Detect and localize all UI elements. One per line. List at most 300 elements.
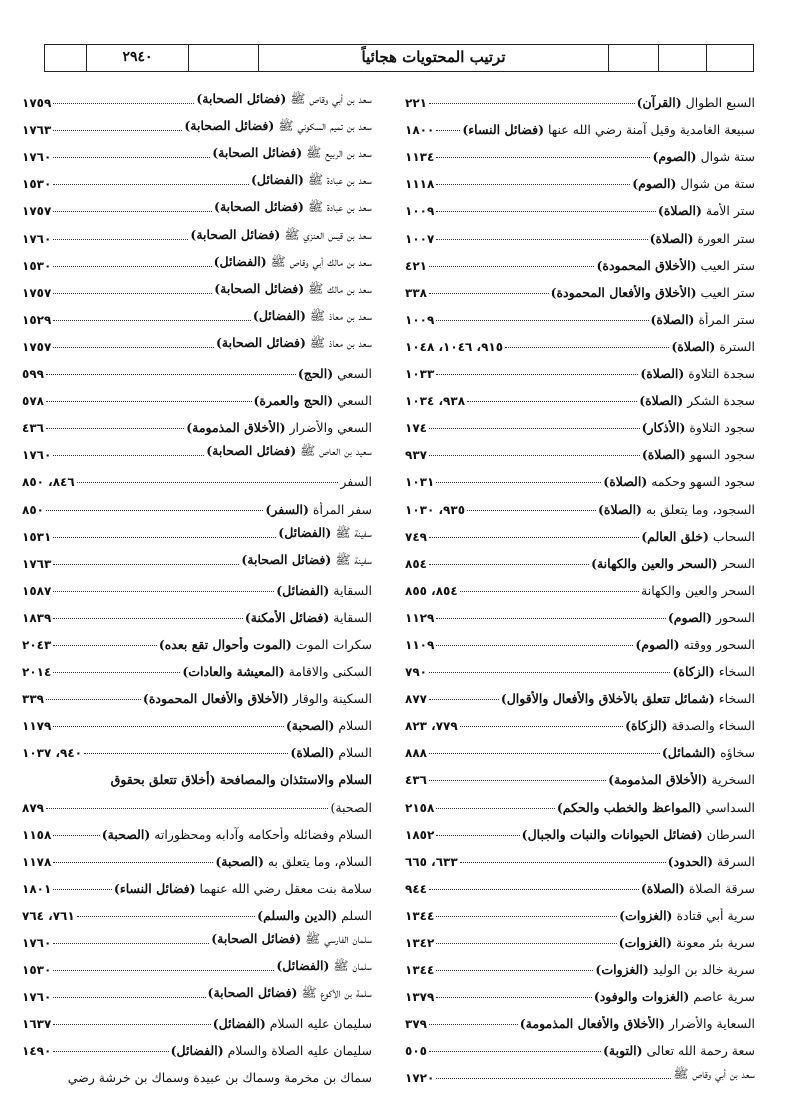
entry-category: (الغزوات) [619,907,673,923]
index-entry [22,706,372,733]
index-entry [405,246,755,273]
index-entry [22,462,372,489]
leader-dots [53,564,239,565]
entry-page-numbers: ١٧٤ [405,421,427,436]
entry-term: سعد بن عبادة ﷺ [307,199,372,215]
entry-page-numbers: ٨٧٩ [22,800,44,815]
entry-topic [171,1043,372,1058]
index-entry [405,598,755,625]
entry-page-numbers: ١٥٢٩ [22,312,52,327]
entry-category: (فضائل الصحابة) [241,551,332,567]
entry-page-numbers: ٢١٥٨ [405,800,435,815]
entry-term: ستر العورة [697,230,755,246]
entry-topic [186,420,372,435]
entry-category: (الفضائل) [212,1016,266,1032]
entry-page-numbers: ٧٧٩، ٨٢٣ [405,719,458,734]
index-entry-continued: سماك بن مخرمة وسماك بن عبيدة وسماك بن خرشة رضي [67,1070,372,1086]
index-entry [405,489,755,516]
header-cell-blank [707,45,752,71]
leader-dots [53,320,251,321]
entry-page-numbers: ١٧٦٠ [22,990,52,1005]
entry-term: ستر المرأة [698,311,755,327]
entry-topic [603,1043,755,1058]
entry-term: سرية عاصم [693,989,755,1005]
entry-page-numbers: ٥٧٨ [22,394,44,409]
entry-topic [212,145,372,164]
entry-page-numbers: ٢٠٤٣ [22,637,52,652]
index-entry [22,977,372,1004]
leader-dots [53,266,211,267]
entry-term: الصحبة) [330,799,372,815]
entry-term: السخاء والصدقة [671,718,755,734]
entry-category: (الحج والعمرة) [253,393,334,409]
entry-category: (الفضائل) [276,958,330,974]
entry-category: (فضائل الصحابة) [196,91,287,107]
entry-term: السعي [337,366,372,382]
entry-category: (الفضائل) [213,253,267,269]
entry-term: السخاء [718,664,755,680]
entry-page-numbers: ٣٣٨ [405,285,427,300]
index-entry [405,300,755,327]
entry-page-numbers: ١٧٦٣ [22,123,52,138]
index-entry [22,164,372,191]
entry-category: (فضائل الصحابة) [212,145,303,161]
entry-page-numbers: ١٨٥٢ [405,827,435,842]
entry-term: سجود السهو [689,447,755,463]
index-entry [405,191,755,218]
entry-term: سعد بن أبي وقاص ﷺ [290,91,372,107]
entry-category: (فضائل الصحابة) [207,985,298,1001]
entry-term: ستة من شوال [680,176,755,192]
entry-page-numbers: ١٥٣١ [22,529,52,544]
entry-page-numbers: ٨٥٠ [22,502,44,517]
entry-page-numbers: ١٣٤٤ [405,963,435,978]
entry-category: (الأخلاق المحمودة) [596,257,697,273]
entry-page-numbers: ٨٥٤ [405,556,427,571]
entry-topic [595,962,755,977]
entry-term: سعد بن أبي وقاص ﷺ [673,1066,755,1082]
index-entry [22,137,372,164]
entry-term: السرطان [706,826,755,842]
leader-dots [429,780,606,781]
entry-page-numbers: ٩٤٠، ١٠٣٧ [22,746,83,761]
entry-term: سلمان ﷺ [333,958,372,974]
entry-term: السحور [716,609,755,625]
entry-term: السخاء [718,691,755,707]
entry-page-numbers: ١٣٤٤ [405,908,435,923]
entry-category: (الحدود) [667,853,713,869]
entry-category: (الغزوات) [595,962,649,978]
entry-term: سليمان عليه الصلاة والسلام [227,1043,372,1059]
entry-page-numbers: ١٨٣٩ [22,610,52,625]
entry-category: (فضائل الصحابة) [184,118,275,134]
entry-topic [637,95,755,110]
entry-term: السلام [338,718,372,734]
entry-term: ستة شوال [700,149,755,165]
entry-topic [619,935,755,950]
leader-dots [429,564,589,565]
entry-page-numbers: ١٠٠٩ [405,312,435,327]
entry-category: (الصلاة) [640,366,685,382]
entry-category: (الصحبة) [285,718,335,734]
entry-page-numbers: ١٠٠٩ [405,204,435,219]
entry-term: سعد بن تميم السكوني ﷺ [278,118,372,134]
entry-term: سخاؤه [720,745,755,761]
entry-page-numbers: ١٧٦٠ [22,231,52,246]
entry-category: (الفضائل) [170,1043,224,1059]
header-cell-blank [659,45,707,71]
entry-topic [557,800,755,815]
index-entry [405,896,755,923]
entry-topic [257,908,372,923]
entry-topic [265,502,372,517]
entry-page-numbers: ١١١٨ [405,177,435,192]
entry-category: (الموت وأحوال تقع بعده) [158,636,292,652]
entry-term: السلام [338,745,372,761]
entry-term: سعد بن معاذ ﷺ [309,334,372,350]
leader-dots [436,130,460,131]
entry-category: (السفر) [265,501,309,517]
leader-dots [436,211,656,212]
entry-topic [598,502,755,517]
entry-page-numbers: ١٧٦٠ [22,936,52,950]
entry-topic [340,474,372,489]
leader-dots [429,1051,601,1052]
entry-category: (الصوم) [635,636,680,652]
entry-page-numbers: ١٥٣٠ [22,258,52,273]
entry-term: سجود السهو وحكمه [651,474,755,490]
entry-topic [253,308,372,327]
leader-dots [46,374,296,375]
entry-topic [662,745,755,760]
leader-dots [53,889,112,890]
index-entry [405,218,755,245]
entry-term: السحر والعين والكهانة [641,582,755,598]
index-entry [405,842,755,869]
entry-topic [278,525,372,544]
entry-category: (الشمائل) [661,745,717,761]
index-entry [22,191,372,218]
index-entry [22,896,372,923]
index-entry [405,815,755,842]
index-entry [405,1031,755,1058]
index-entry [405,679,755,706]
entry-topic [652,149,755,164]
index-entry [22,408,372,435]
index-entry [22,598,372,625]
entry-category: (الصوم) [667,609,713,625]
entry-topic [462,122,755,137]
leader-dots [436,970,593,971]
index-entry [22,517,372,544]
leader-dots [46,428,184,429]
entry-category: (الصلاة) [639,393,684,409]
entry-page-numbers: ٧٩٠ [405,665,427,680]
entry-topic [641,881,755,896]
leader-dots [53,591,274,592]
index-entry [405,733,755,760]
entry-topic [254,393,373,408]
entry-page-numbers: ٣٧٩ [405,1017,427,1032]
entry-topic [619,908,755,923]
entry-topic [671,339,755,354]
entry-page-numbers: ٤٣٦ [22,421,44,436]
entry-category: (فضائل الصحابة) [190,226,281,242]
entry-term: السقاية [333,609,372,625]
entry-topic [640,366,755,381]
entry-term: السداسي [705,799,755,815]
entry-term: السلم [341,907,372,923]
entry-category: (فضائل الصحابة) [214,280,305,296]
index-entry [22,869,372,896]
leader-dots [53,943,209,944]
entry-page-numbers: ١٧٦٠ [22,150,52,165]
entry-category: (الفضائل) [252,307,306,323]
entry-term: السكنى والاقامة [288,664,372,680]
entry-category: (فضائل الحيوانات والنبات والجبال) [521,826,703,842]
index-entry [405,869,755,896]
entry-category: (الصلاة) [671,338,716,354]
entry-category: (فضائل النساء) [462,122,544,138]
entry-topic [658,203,755,218]
entry-page-numbers: ١٧٢٠ [405,1071,435,1086]
entry-topic [594,989,755,1004]
index-entry [22,625,372,652]
leader-dots [77,916,255,917]
entry-page-numbers: ١١٢٩ [405,610,435,625]
entry-category: (القرآن) [636,95,682,111]
index-entry [22,815,372,842]
entry-term: سعد بن عبادة ﷺ [307,172,372,188]
entry-page-numbers: ٧٦١، ٧٦٤ [22,908,75,923]
entry-category: (الصلاة) [641,447,686,463]
entry-topic [330,800,372,815]
leader-dots [429,537,639,538]
entry-topic [608,772,755,787]
leader-dots [53,618,243,619]
entry-topic [501,691,755,706]
index-entry [405,950,755,977]
leader-dots [53,1051,168,1052]
entry-page-numbers: ٨٥٤، ٨٥٥ [405,583,458,598]
entry-term: السحاب [712,528,755,544]
entry-topic [114,881,372,896]
page-header [44,44,754,72]
index-entry [22,435,372,462]
entry-page-numbers: ١٠٣٣ [405,367,435,382]
entry-category: (فضائل الأمكنة) [244,609,330,625]
entry-page-numbers: ٩٣٥، ١٠٣٠ [405,502,466,517]
entry-topic [190,227,372,246]
entry-term: ستر العيب [700,257,755,273]
leader-dots [53,293,212,294]
entry-category: (الأذكار) [641,420,686,436]
entry-page-numbers: ١٣٤٢ [405,936,435,950]
entry-topic [603,474,755,489]
entry-topic [215,854,372,869]
leader-dots [467,510,596,511]
entry-category: (شمائل تتعلق بالأخلاق والأفعال والأقوال) [500,691,715,707]
entry-topic [214,281,372,300]
page-number: ٢٩٤٠ [87,45,189,71]
entry-term: سعة رحمة الله تعالى [646,1043,755,1059]
entry-topic [642,447,755,462]
entry-topic [298,366,372,381]
entry-category: (الأخلاق المذمومة) [186,420,286,436]
leader-dots [53,537,276,538]
leader-dots [467,401,637,402]
entry-page-numbers: ٥٩٩ [22,367,44,382]
index-entry [405,652,755,679]
entry-page-numbers: ١٥٨٧ [22,583,52,598]
entry-page-numbers: ٤٣٦ [405,773,427,788]
leader-dots [53,184,249,185]
entry-term: السعي والأضرار [289,420,372,436]
entry-category: (الصوم) [652,149,697,165]
entry-page-numbers: ٣٣٩ [22,692,44,707]
index-entry [405,435,755,462]
header-cell-blank [45,45,87,71]
entry-category: (المواعظ والخطب والحكم) [556,799,702,815]
entry-category: (الصلاة) [650,311,695,327]
entry-term: السبع الطوال [685,95,755,111]
leader-dots [53,970,274,971]
leader-dots [77,482,339,483]
entry-page-numbers: ١٦٣٧ [22,1017,52,1032]
entry-topic [184,118,372,137]
entry-topic [639,393,755,408]
index-entry [22,787,372,814]
index-entry [22,273,372,300]
entry-category: (الصلاة) [649,230,694,246]
entry-category: (الصلاة) [598,501,642,517]
entry-term: سليمان عليه السلام [269,1016,372,1032]
entry-page-numbers: ١٨٠٠ [405,123,435,138]
entry-page-numbers: ١٠٠٧ [405,231,435,246]
entry-term: سرية خالد بن الوليد [652,962,755,978]
leader-dots [429,455,640,456]
leader-dots [53,347,214,348]
entry-term: السحور ووقته [683,636,755,652]
leader-dots [53,726,284,727]
entry-term: السلام وفضائله وأحكامه وآدابه ومحظوراته [154,826,372,842]
entry-page-numbers: ٤٢١ [405,258,427,273]
index-entry-continued: السلام والاستئذان والمصافحة (أخلاق تتعلق بحقوق [110,772,372,788]
entry-page-numbers: ١٥٣٠ [22,963,52,978]
entry-topic [642,420,755,435]
index-entry [405,381,755,408]
leader-dots [53,455,204,456]
entry-page-numbers: ٥٠٥ [405,1044,427,1059]
leader-dots [429,103,635,104]
entry-topic [672,664,755,679]
entry-topic [522,827,755,842]
entry-topic [214,199,372,218]
entry-term: السعاية والأضرار [668,1016,755,1032]
entry-category: (الصحبة) [215,853,264,869]
entry-topic [641,529,755,544]
entry-page-numbers: ٦٣٣، ٦٦٥ [405,854,458,869]
index-entry [405,760,755,787]
leader-dots [53,130,182,131]
index-entry [405,327,755,354]
leader-dots [53,645,157,646]
index-entry [22,1031,372,1058]
leader-dots [53,239,188,240]
entry-category: (الصلاة) [657,203,702,219]
entry-page-numbers: ١٠٣١ [405,475,435,490]
index-entry [22,83,372,110]
entry-topic [143,691,372,706]
entry-topic [241,552,372,571]
entry-category: (فضائل الصحابة) [214,199,304,215]
index-entry [22,950,372,977]
entry-category: (الصلاة) [603,474,648,490]
entry-page-numbers: ١١٧٨ [22,854,52,869]
entry-page-numbers: ٢٢١ [405,96,427,111]
index-entry [405,706,755,733]
entry-category: (فضائل الصحابة) [211,931,302,946]
entry-category: (الزكاة) [625,718,668,734]
entry-category: (السحر والعين والكهانة) [591,555,718,571]
entry-topic [245,610,372,625]
leader-dots [436,374,638,375]
entry-topic [206,443,372,462]
leader-dots [429,889,639,890]
entry-topic [286,718,372,733]
entry-term: سبيعة الغامدية وقيل آمنة رضي الله عنها [547,122,755,138]
entry-topic [651,312,756,327]
entry-term: سرقة الصلاة [688,880,755,896]
entry-category: (الحج) [297,366,334,382]
entry-term: السلام، وما يتعلق به [267,853,372,869]
entry-topic [276,958,372,977]
entry-term: سفينة ﷺ [335,524,372,540]
index-entry [405,110,755,137]
entry-category: (الفضائل) [278,524,332,540]
entry-term: السرقة [716,853,755,869]
entry-topic [520,1016,755,1031]
entry-page-numbers: ٨٨٨ [405,746,427,761]
entry-page-numbers: ١٥٣٠ [22,177,52,192]
entry-term: سعيد بن العاص ﷺ [300,443,372,459]
entry-category: (خلق العالم) [641,528,709,544]
entry-term: السفر [340,474,372,490]
entry-topic [596,258,755,273]
entry-category: (الدين والسلم) [257,907,338,923]
index-entry [22,571,372,598]
entry-page-numbers: ١٧٥٩ [22,96,52,111]
entry-topic [251,172,372,191]
index-entry [22,733,372,760]
entry-category: (الفضائل) [276,582,330,598]
leader-dots [53,835,99,836]
entry-term: السحر [721,555,755,571]
index-entry [22,544,372,571]
entry-term: سرية بئر معونة [675,935,755,950]
leader-dots [53,211,212,212]
entry-category: (الصوم) [632,176,677,192]
entry-topic [159,637,372,652]
entry-page-numbers: ٩١٥، ١٠٤٦، ١٠٤٨ [405,339,504,354]
leader-dots [53,862,213,863]
index-entry [405,571,755,598]
entry-term: سعد بن معاذ ﷺ [309,307,372,323]
entry-page-numbers: ٢٠١٤ [22,665,52,680]
header-cell-blank [189,45,259,71]
leader-dots [436,997,592,998]
leader-dots [460,862,666,863]
